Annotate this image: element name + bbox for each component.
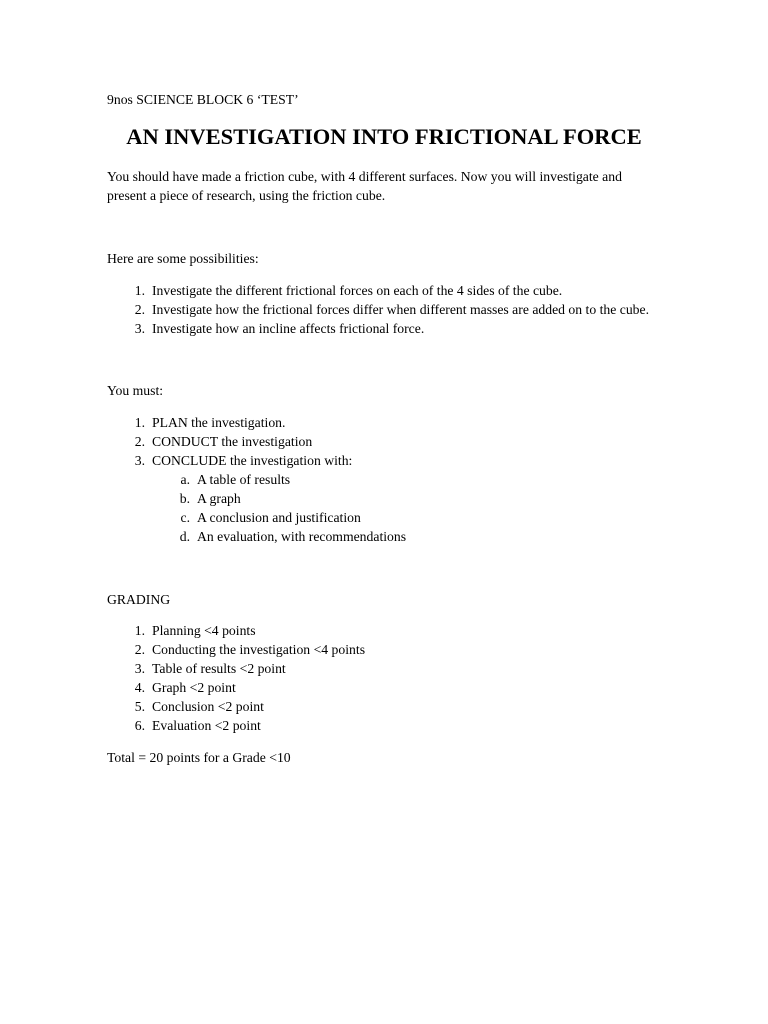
list-item-number: 1. [134,415,145,430]
sublist-item [107,508,406,527]
list-item-number: 5. [134,699,145,714]
list-item [107,678,365,697]
list-item-number: 3. [134,453,145,468]
sublist-item-letter: b. [179,491,190,506]
must-label: You must: [107,383,164,398]
must-list [107,413,352,470]
sublist-item [107,470,406,489]
list-item-text: Conducting the investigation <4 points [152,642,366,657]
list-item-text: Planning <4 points [152,623,256,638]
list-item [107,451,352,470]
sublist-item-text: A graph [197,491,241,506]
list-item [107,659,365,678]
header-line: 9nos SCIENCE BLOCK 6 ‘TEST’ [107,92,299,107]
intro-paragraph [107,167,647,205]
grading-label: GRADING [107,592,171,607]
list-item [107,319,649,338]
list-item-text: CONDUCT the investigation [152,434,313,449]
list-item-number: 6. [134,718,145,733]
list-item [107,621,365,640]
must-sublist [107,470,406,546]
list-item [107,640,365,659]
grading-total: Total = 20 points for a Grade <10 [107,750,291,765]
list-item-number: 2. [134,434,145,449]
sublist-item-text: A conclusion and justification [197,510,361,525]
list-item [107,432,352,451]
sublist-item-text: An evaluation, with recommendations [197,529,407,544]
list-item-text: Investigate the different frictional forces on each of the 4 sides of the cube. [152,283,563,298]
sublist-item [107,527,406,546]
list-item-number: 3. [134,321,145,336]
intro-line-1: You should have made a friction cube, with 4 different surfaces. Now you will investigate and [107,169,622,184]
list-item-text: Graph <2 point [152,680,236,695]
list-item-number: 2. [134,302,145,317]
intro-line-2: present a piece of research, using the friction cube. [107,188,386,203]
sublist-item-letter: d. [179,529,190,544]
grading-list [107,621,365,735]
list-item [107,300,649,319]
list-item-text: CONCLUDE the investigation with: [152,453,353,468]
list-item [107,413,352,432]
list-item-text: Table of results <2 point [152,661,286,676]
list-item-text: Conclusion <2 point [152,699,264,714]
list-item-number: 4. [134,680,145,695]
sublist-item-letter: c. [180,510,190,525]
sublist-item-letter: a. [180,472,190,487]
list-item-number: 2. [134,642,145,657]
sublist-item-text: A table of results [197,472,291,487]
list-item-text: Investigate how an incline affects frictional force. [152,321,425,336]
list-item-number: 3. [134,661,145,676]
possibilities-list [107,281,649,338]
possibilities-label: Here are some possibilities: [107,251,259,266]
list-item [107,716,365,735]
list-item-text: Investigate how the frictional forces differ when different masses are added on to the cube. [152,302,650,317]
sublist-item [107,489,406,508]
list-item-text: Evaluation <2 point [152,718,261,733]
list-item [107,281,649,300]
page-title: AN INVESTIGATION INTO FRICTIONAL FORCE [126,124,642,149]
list-item-text: PLAN the investigation. [152,415,286,430]
list-item-number: 1. [134,283,145,298]
list-item-number: 1. [134,623,145,638]
list-item [107,697,365,716]
